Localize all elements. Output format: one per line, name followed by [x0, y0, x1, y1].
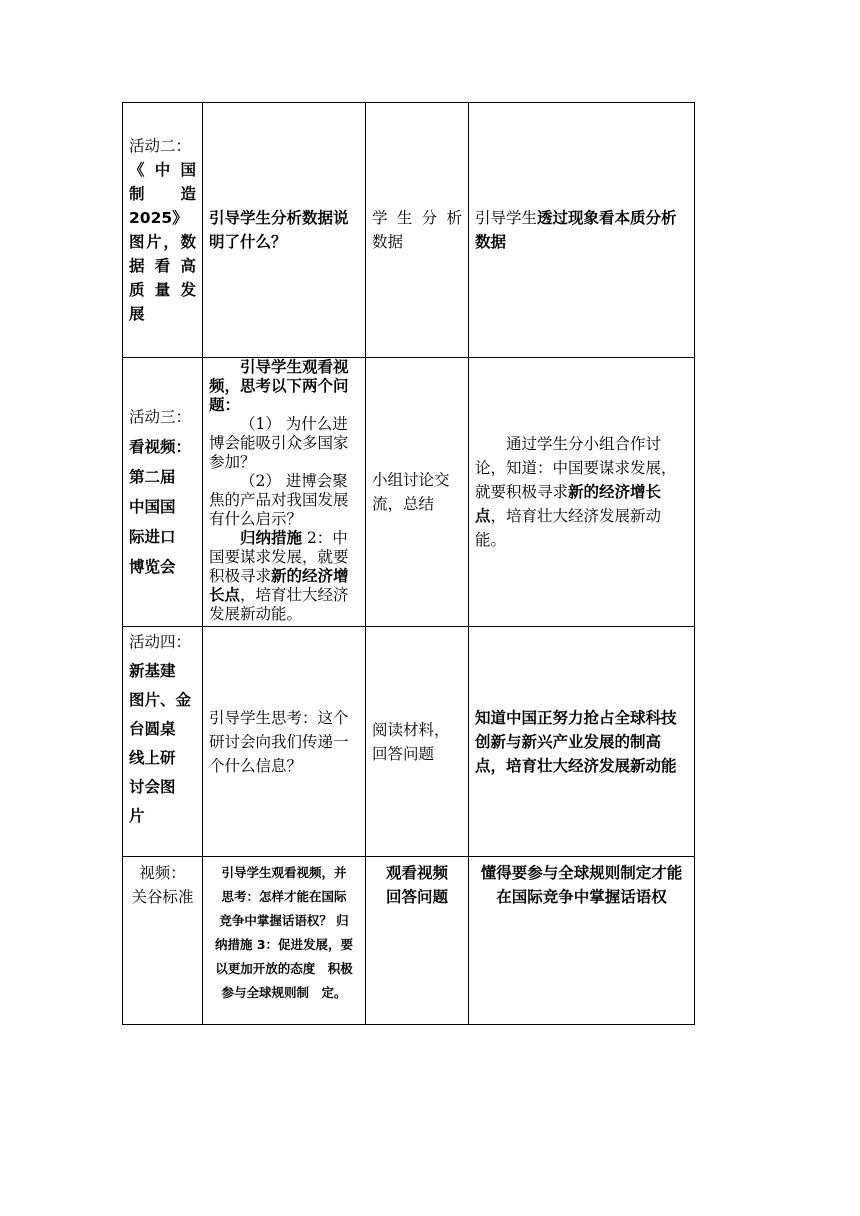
- activity-title: 活动四：: [129, 633, 192, 651]
- activity-line: 据 看 高: [129, 257, 196, 275]
- teacher-activity-line: 以更加开放的态度 积极: [215, 961, 353, 976]
- design-intent-end: ，培育壮大经济发展新动能。: [475, 507, 662, 549]
- table-row: [123, 857, 695, 1025]
- design-intent-plain: 引导学生: [475, 209, 538, 227]
- teacher-measure-end: ，培育壮大经济发展新动能。: [209, 586, 349, 623]
- activity-line: 博览会: [129, 558, 176, 576]
- table-row: [123, 627, 695, 857]
- activity-line: 《 中 国: [129, 161, 196, 179]
- student-activity-text: 小组讨论交流，总结: [372, 471, 450, 513]
- design-intent-bold: 新的经济增长点: [475, 483, 662, 525]
- design-intent-bold: 透过现象看本质分析数据: [475, 209, 677, 251]
- design-intent-line: 懂得要参与全球规则制定才能: [480, 864, 683, 882]
- activity-title: 活动二：: [129, 137, 192, 155]
- activity-cell: [123, 627, 203, 857]
- table-row: [123, 358, 695, 627]
- student-activity-cell: [366, 857, 469, 1025]
- activity-line: 关谷标准: [131, 888, 194, 906]
- activity-line: 2025》: [129, 209, 188, 227]
- design-intent-plain: 通过学生分小组合作讨论，知道：中国要谋求发展，就要积极寻求: [475, 435, 677, 501]
- teacher-measure: [209, 529, 359, 624]
- design-intent-cell: [469, 103, 695, 358]
- activity-line: 展: [129, 305, 145, 323]
- design-intent-cell: [469, 358, 695, 627]
- design-intent-cell: [469, 857, 695, 1025]
- student-activity-cell: [366, 103, 469, 358]
- activity-line: 际进口: [129, 528, 176, 546]
- activity-line: 片: [129, 807, 145, 825]
- student-activity-line: 观看视频: [385, 864, 448, 882]
- student-activity-line: 回答问题: [385, 888, 448, 906]
- design-intent-line: 在国际竞争中掌握话语权: [496, 888, 667, 906]
- teacher-activity-line: 纳措施 3：促进发展，要: [214, 937, 354, 952]
- activity-line: 新基建: [129, 662, 176, 680]
- table-row: [123, 103, 695, 358]
- activity-line: 质 量 发: [129, 281, 196, 299]
- teacher-activity-cell: [203, 857, 366, 1025]
- student-activity-cell: [366, 627, 469, 857]
- student-activity-line: 学 生 分 析: [372, 209, 462, 227]
- teacher-measure-text: 2：中国要谋求发展，就要积极寻求: [209, 529, 349, 585]
- activity-line: 线上研: [129, 749, 176, 767]
- student-activity-line: 数据: [372, 233, 404, 251]
- teacher-activity-line: 参与全球规则制 定。: [221, 985, 347, 1000]
- teacher-activity-text: 引导学生分析数据说明了什么？: [209, 209, 349, 251]
- teacher-activity-cell: [203, 358, 366, 627]
- teacher-activity-cell: [203, 103, 366, 358]
- activity-line: 视频：: [139, 864, 186, 882]
- activity-line: 中国国: [129, 498, 176, 516]
- teacher-activity-cell: [203, 627, 366, 857]
- teacher-activity-line: 引导学生观看视频，并: [221, 865, 347, 880]
- teacher-activity-lead: 引导学生观看视频，思考以下两个问题：: [209, 358, 349, 414]
- activity-cell: [123, 358, 203, 627]
- activity-title: 活动三：: [129, 408, 192, 426]
- lesson-plan-table: [122, 102, 695, 1025]
- activity-line: 看视频：: [129, 438, 192, 456]
- teacher-measure-label: 归纳措施: [240, 529, 303, 547]
- teacher-activity-line: 竞争中掌握话语权？ 归: [219, 913, 349, 928]
- teacher-question-2: （2） 进博会聚焦的产品对我国发展有什么启示？: [209, 472, 349, 528]
- teacher-question-1: （1） 为什么进博会能吸引众多国家参加？: [209, 415, 349, 471]
- student-activity-cell: [366, 358, 469, 627]
- design-intent-cell: [469, 627, 695, 857]
- teacher-measure-bold: 新的经济增长点: [209, 567, 349, 604]
- design-intent-text: [475, 432, 688, 552]
- activity-line: 制 造: [129, 185, 196, 203]
- activity-line: 第二届: [129, 468, 176, 486]
- teacher-activity-text: 引导学生思考：这个研讨会向我们传递一个什么信息？: [209, 708, 349, 775]
- activity-line: 台圆桌: [129, 720, 176, 738]
- activity-line: 讨会图: [129, 778, 176, 796]
- design-intent-text: 知道中国正努力抢占全球科技创新与新兴产业发展的制高点，培育壮大经济发展新动能: [475, 708, 677, 775]
- activity-line: 图片、金: [129, 691, 192, 709]
- student-activity-text: 阅读材料，回答问题: [372, 720, 450, 763]
- activity-cell: [123, 103, 203, 358]
- activity-line: 图片，数: [129, 233, 196, 251]
- teacher-activity-line: 思考：怎样才能在国际: [221, 889, 347, 904]
- activity-cell: [123, 857, 203, 1025]
